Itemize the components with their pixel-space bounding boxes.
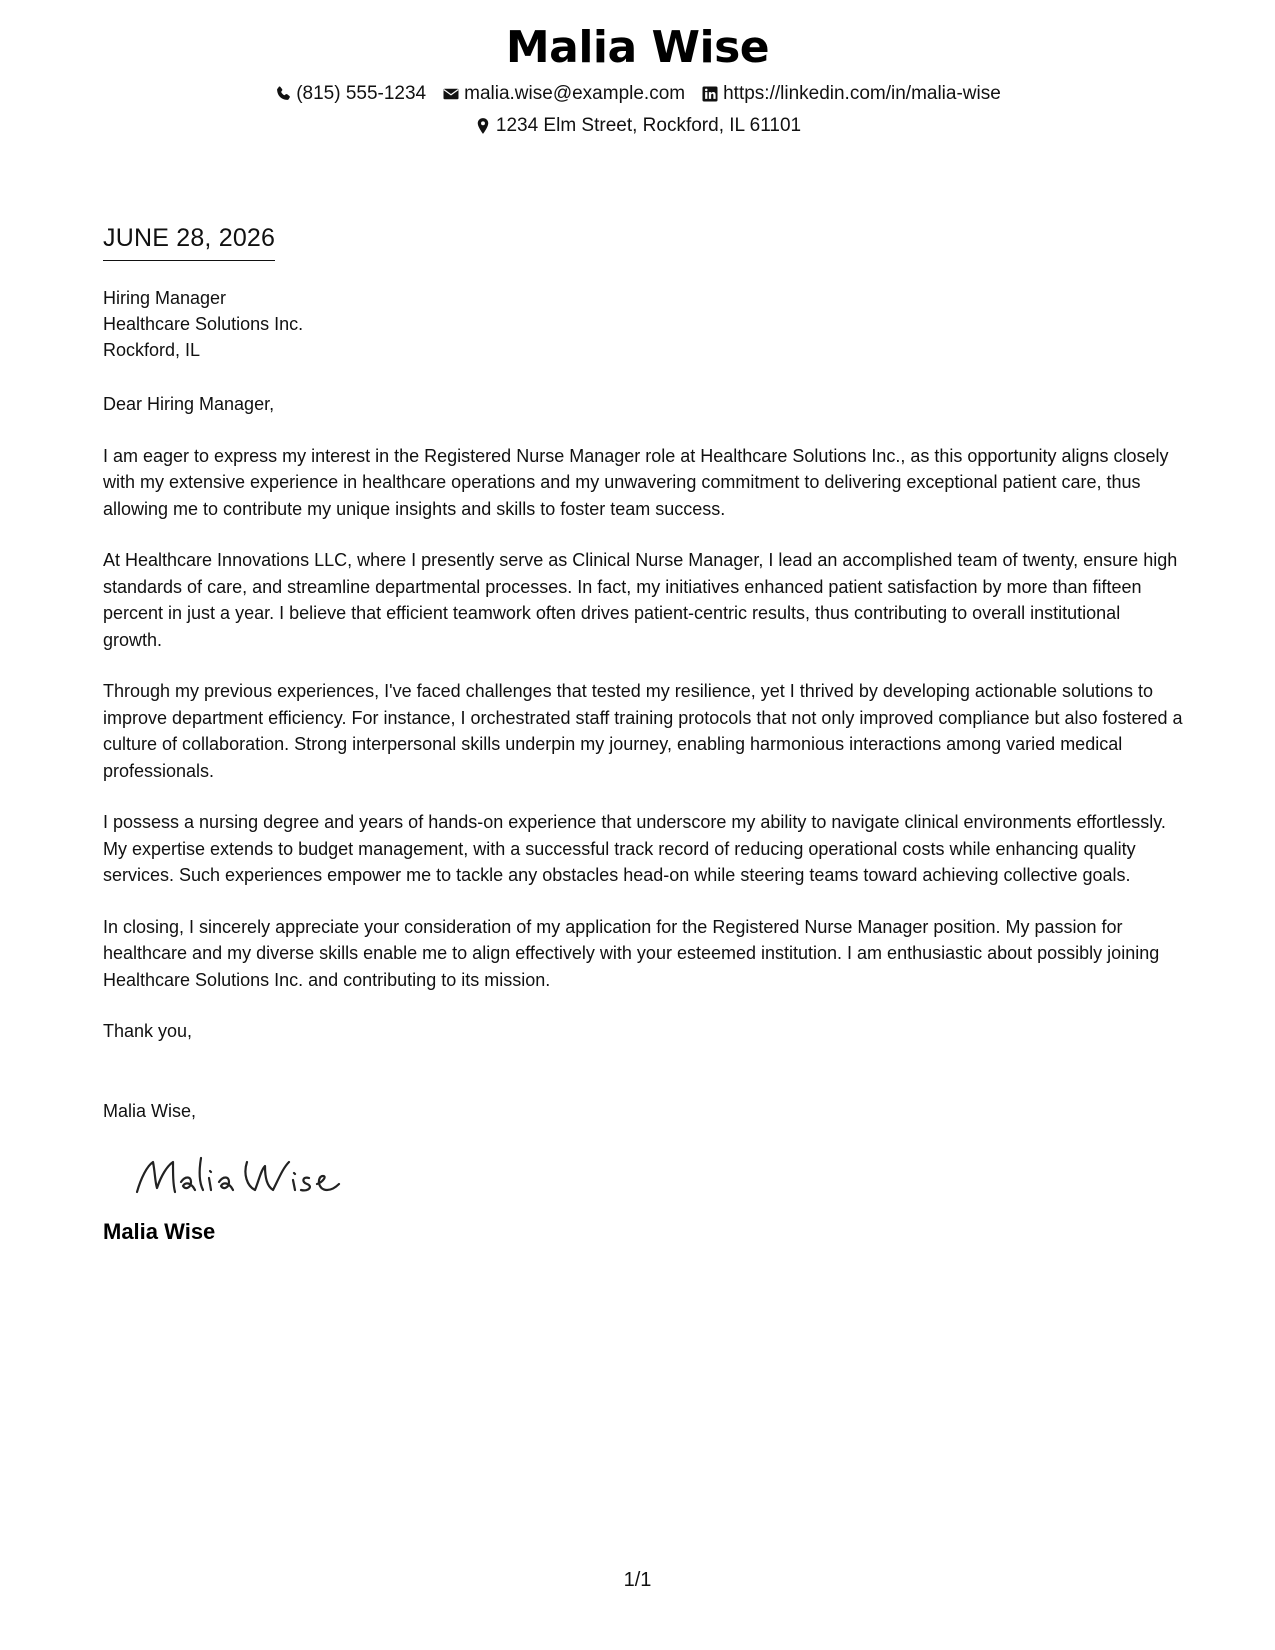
signature-name: Malia Wise xyxy=(103,1219,216,1244)
body-paragraph: Through my previous experiences, I've faced challenges that tested my resilience, yet I thrived by developing actionable solutions to improve department efficiency. For instance, I orchestrated staff training protocols that not only improved compliance but also fostered a culture of collaboration. Strong interpersonal skills underpin my journey, enabling harmonious interactions among varied medical professionals. xyxy=(103,681,1183,781)
contact-row-primary xyxy=(0,80,1275,108)
sender-name: Malia Wise xyxy=(505,22,770,73)
phone-icon xyxy=(274,85,292,103)
recipient-block xyxy=(103,285,1183,363)
contact-linkedin xyxy=(701,82,1001,106)
page-number: 1/1 xyxy=(623,1569,652,1591)
linkedin-icon xyxy=(701,85,719,103)
letter-date: JUNE 28, 2026 xyxy=(103,222,275,261)
closing-line: Thank you, xyxy=(103,1021,193,1041)
map-pin-icon xyxy=(474,117,492,135)
body-paragraph: I possess a nursing degree and years of hands-on experience that underscore my ability to navigate clinical environments effortlessly. My expertise extends to budget management, with a successful track record of reducing operational costs while enhancing quality services. Such experiences empower me to tackle any obstacles head-on while steering teams toward achieving collective goals. xyxy=(103,812,1166,885)
contact-row-address xyxy=(0,112,1275,140)
phone-number[interactable]: (815) 555-1234 xyxy=(296,83,427,104)
street-address: 1234 Elm Street, Rockford, IL 61101 xyxy=(495,115,802,136)
letter-body xyxy=(103,222,1183,1246)
recipient-location: Rockford, IL xyxy=(103,340,201,360)
body-paragraph: At Healthcare Innovations LLC, where I presently serve as Clinical Nurse Manager, I lead an accomplished team of twenty, ensure high standards of care, and streamline departmental processes. In fact, my initiatives enhanced patient satisfaction by more than fifteen percent in just a year. I believe that efficient teamwork often drives patient-centric results, thus contributing to overall institutional growth. xyxy=(103,550,1178,650)
signoff-line: Malia Wise, xyxy=(103,1100,197,1121)
body-paragraph: In closing, I sincerely appreciate your consideration of my application for the Registered Nurse Manager position. My passion for healthcare and my diverse skills enable me to align effectively with your esteemed institution. I am enthusiastic about possibly joining Healthcare Solutions Inc. and contributing to its mission. xyxy=(103,916,1160,990)
body-paragraph: I am eager to express my interest in the Registered Nurse Manager role at Healthcare Solutions Inc., as this opportunity aligns closely with my extensive experience in healthcare operations and my unwavering commitment to delivering exceptional patient care, thus allowing me to contribute my unique insights and skills to foster team success. xyxy=(103,445,1169,519)
envelope-icon xyxy=(442,85,460,103)
recipient-company: Healthcare Solutions Inc. xyxy=(103,314,304,334)
signature-drawing xyxy=(133,1148,353,1208)
contact-email xyxy=(442,82,685,106)
letter-header xyxy=(0,18,1275,140)
email-address[interactable]: malia.wise@example.com xyxy=(464,83,686,104)
linkedin-url[interactable]: https://linkedin.com/in/malia-wise xyxy=(723,83,1001,104)
handwritten-signature xyxy=(133,1148,1183,1208)
contact-address xyxy=(474,114,801,138)
salutation: Dear Hiring Manager, xyxy=(103,394,275,414)
contact-phone xyxy=(274,82,426,106)
recipient-title: Hiring Manager xyxy=(103,288,227,308)
